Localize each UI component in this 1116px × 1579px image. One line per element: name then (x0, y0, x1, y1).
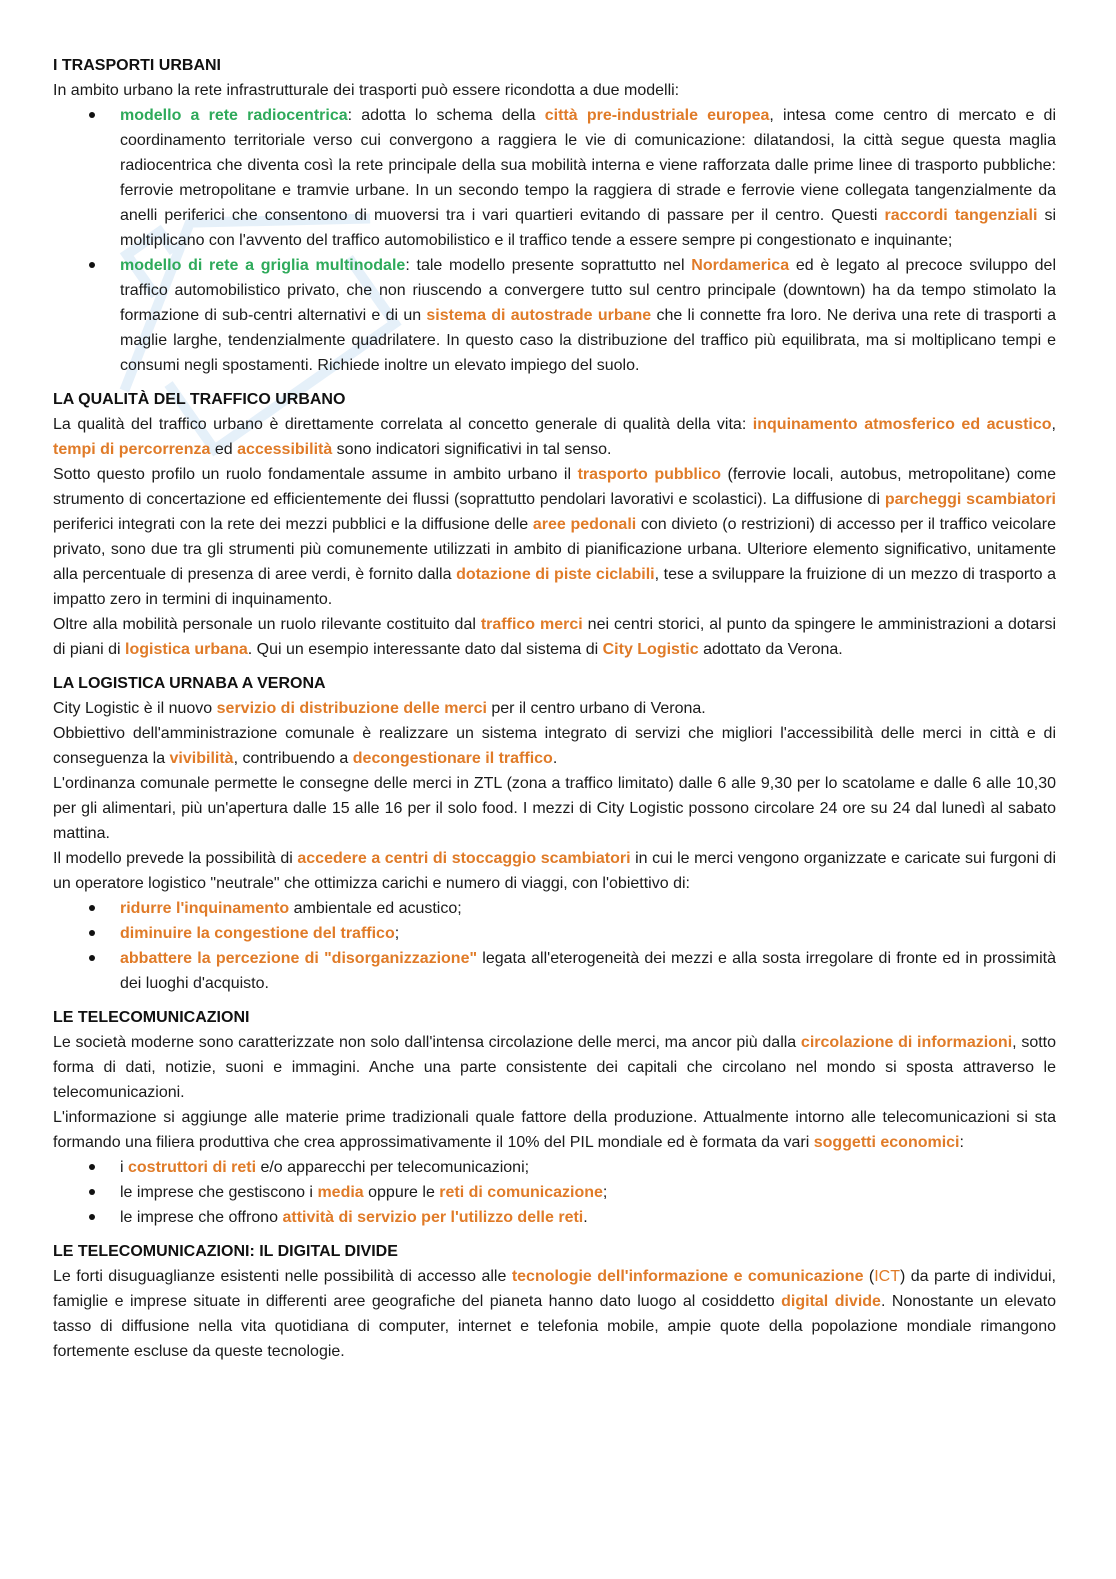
list-item: i costruttori di reti e/o apparecchi per telecomunicazioni; (120, 1155, 1056, 1180)
document-page (53, 54, 1056, 1364)
list-item: modello di rete a griglia multinodale: tale modello presente soprattutto nel Nordamerica ed è legato al precoce sviluppo del traffico automobilistico privato, che non riuscendo a convergere tutto sul centro principale (downtown) ha da tempo stimolato la formazione di sub-centri alternativi e di un sistema di autostrade urbane che li connette fra loro. Ne deriva una rete di trasporti a maglie larghe, tendenzialmente quadrilatere. In questo caso la distribuzione del traffico più equilibrata, ma si moltiplicano tempi e consumi negli spostamenti. Richiede inoltre un elevato impiego del suolo. (120, 253, 1056, 378)
list-item: diminuire la congestione del traffico; (120, 921, 1056, 946)
list-item: le imprese che gestiscono i media oppure le reti di comunicazione; (120, 1180, 1056, 1205)
bullet-list (53, 103, 1056, 378)
paragraph: Obbiettivo dell'amministrazione comunale è realizzare un sistema integrato di servizi che migliori l'accessibilità delle merci in città e di conseguenza la vivibilità, contribuendo a decongestionare il traffico. (53, 725, 1056, 767)
bullet-list (53, 1155, 1056, 1230)
heading-trasporti-urbani: I TRASPORTI URBANI (53, 57, 221, 74)
paragraph: Sotto questo profilo un ruolo fondamentale assume in ambito urbano il trasporto pubblico (ferrovie locali, autobus, metropolitane) come strumento di concertazione ed efficientemente dei flussi (soprattutto pendolari lavorativi e scolastici). La diffusione di parcheggi scambiatori periferici integrati con la rete dei mezzi pubblici e la diffusione delle aree pedonali con divieto (o restrizioni) di accesso per il traffico veicolare privato, sono due tra gli strumenti più comunemente utilizzati in ambito di pianificazione urbana. Ulteriore elemento significativo, unitamente alla percentuale di presenza di aree verdi, è fornito dalla dotazione di piste ciclabili, tese a sviluppare la fruizione di un mezzo di trasporto a impatto zero in termini di inquinamento. (53, 466, 1057, 608)
paragraph: City Logistic è il nuovo servizio di distribuzione delle merci per il centro urbano di Verona. (53, 700, 706, 717)
paragraph: L'informazione si aggiunge alle materie prime tradizionali quale fattore della produzione. Attualmente intorno alle telecomunicazioni si sta formando una filiera produttiva che crea approssimativamente il 10% del PIL mondiale ed è formata da vari soggetti economici: (53, 1109, 1056, 1151)
paragraph: Le società moderne sono caratterizzate non solo dall'intensa circolazione delle merci, ma ancor più dalla circolazione di informazioni, sotto forma di dati, notizie, suoni e immagini. Anche una parte consistente dei capitali che circolano nel mondo si sposta attraverso le telecomunicazioni. (53, 1034, 1057, 1101)
heading-qualita-traffico: LA QUALITÀ DEL TRAFFICO URBANO (53, 391, 346, 408)
list-item: le imprese che offrono attività di servizio per l'utilizzo delle reti. (120, 1205, 1056, 1230)
bullet-list (53, 896, 1056, 996)
list-item: ridurre l'inquinamento ambientale ed acustico; (120, 896, 1056, 921)
paragraph: Il modello prevede la possibilità di accedere a centri di stoccaggio scambiatori in cui le merci vengono organizzate e caricate sui furgoni di un operatore logistico "neutrale" che ottimizza carichi e numero di viaggi, con l'obiettivo di: (53, 850, 1057, 892)
list-item: abbattere la percezione di "disorganizzazione" legata all'eterogeneità dei mezzi e alla sosta irregolare di fronte ed in prossimità dei luoghi d'acquisto. (120, 946, 1056, 996)
paragraph: La qualità del traffico urbano è direttamente correlata al concetto generale di qualità della vita: inquinamento atmosferico ed acustico, tempi di percorrenza ed accessibilità sono indicatori significativi in tal senso. (53, 416, 1056, 458)
list-item: modello a rete radiocentrica: adotta lo schema della città pre-industriale europea, intesa come centro di mercato e di coordinamento territoriale verso cui convergono a raggiera le vie di comunicazione: dilatandosi, la città segue questa maglia radiocentrica che diventa così la rete principale della sua mobilità interna e viene rafforzata dalle prime linee di trasporto pubbliche: ferrovie metropolitane e tramvie urbane. In un secondo tempo la raggiera di strade e ferrovie viene collegata tangenzialmente da anelli periferici che consentono di muoversi tra i vari quartieri evitando di passare per il centro. Questi raccordi tangenziali si moltiplicano con l'avvento del traffico automobilistico e il traffico tende a essere sempre pi congestionato e inquinante; (120, 103, 1056, 253)
heading-digital-divide: LE TELECOMUNICAZIONI: IL DIGITAL DIVIDE (53, 1243, 398, 1260)
paragraph: Le forti disuguaglianze esistenti nelle possibilità di accesso alle tecnologie dell'informazione e comunicazione (ICT) da parte di individui, famiglie e imprese situate in differenti aree geografiche del pianeta hanno dato luogo al cosiddetto digital divide. Nonostante un elevato tasso di diffusione nella vita quotidiana di computer, internet e telefonia mobile, ampie quote della popolazione mondiale rimangono fortemente escluse da queste tecnologie. (53, 1268, 1056, 1360)
paragraph: Oltre alla mobilità personale un ruolo rilevante costituito dal traffico merci nei centri storici, al punto da spingere le amministrazioni a dotarsi di piani di logistica urbana. Qui un esempio interessante dato dal sistema di City Logistic adottato da Verona. (53, 616, 1056, 658)
heading-telecomunicazioni: LE TELECOMUNICAZIONI (53, 1009, 250, 1026)
paragraph: L'ordinanza comunale permette le consegne delle merci in ZTL (zona a traffico limitato) dalle 6 alle 9,30 per lo scatolame e dalle 6 alle 10,30 per gli alimentari, più un'apertura dalle 15 alle 16 per il solo food. I mezzi di City Logistic possono circolare 24 ore su 24 dal lunedì al sabato mattina. (53, 775, 1056, 842)
paragraph: In ambito urbano la rete infrastrutturale dei trasporti può essere ricondotta a due modelli: (53, 82, 680, 99)
heading-logistica-verona: LA LOGISTICA URNABA A VERONA (53, 675, 326, 692)
